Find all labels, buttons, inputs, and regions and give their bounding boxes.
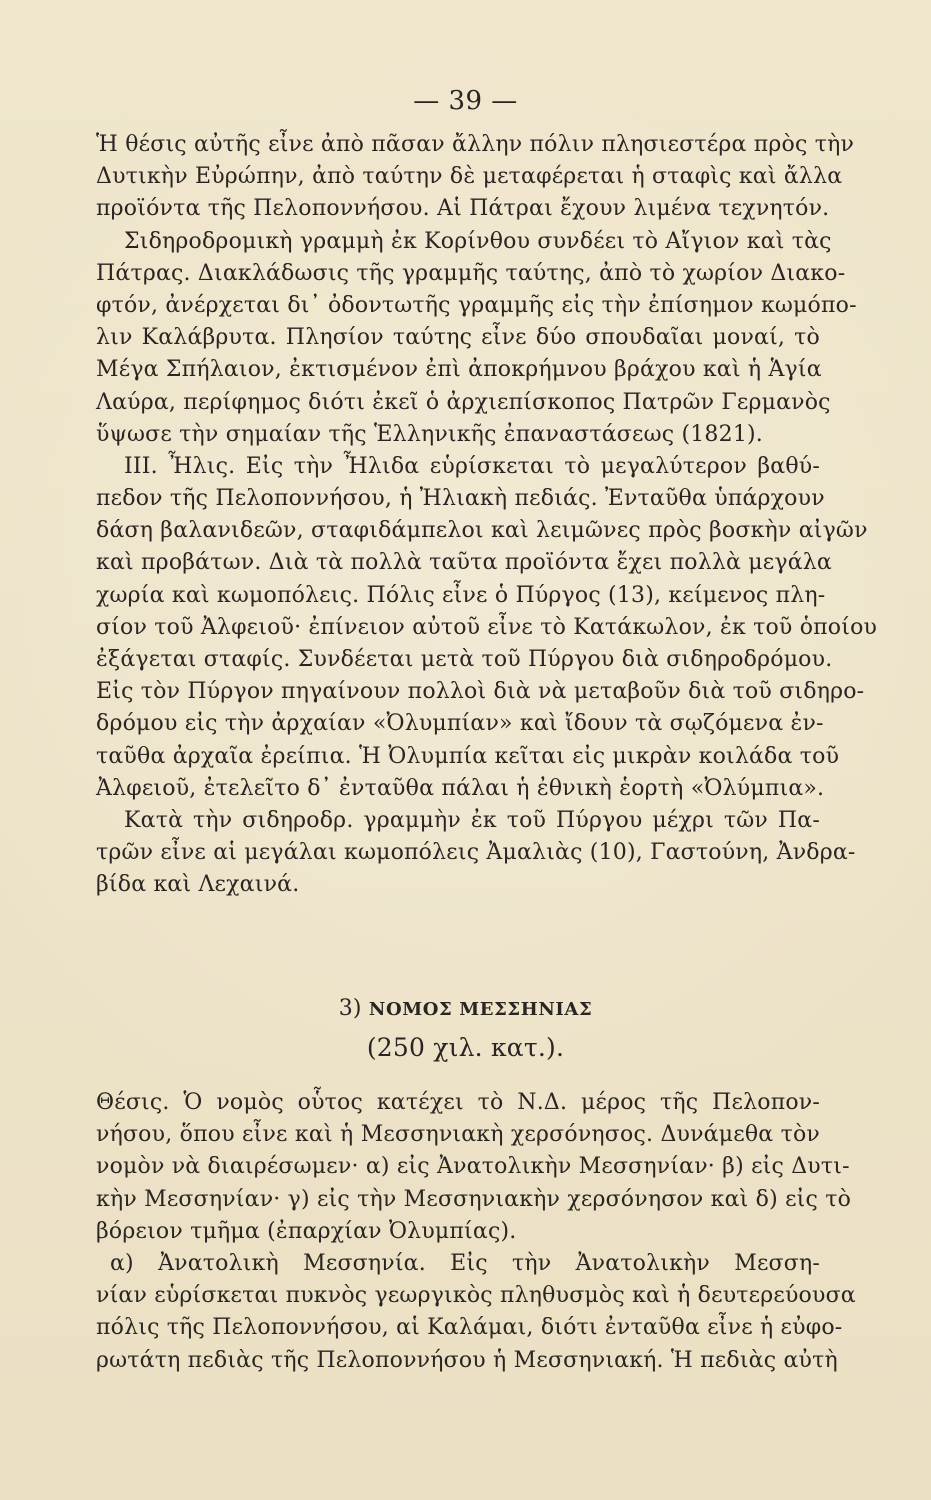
text-line: Δυτικὴν Εὐρώπην, ἀπὸ ταύτην δὲ μεταφέρεται ἡ σταφὶς καὶ ἄλλα bbox=[96, 164, 843, 190]
text-line: Ἀλφειοῦ, ἐτελεῖτο δ᾿ ἐνταῦθα πάλαι ἡ ἐθνικὴ ἑορτὴ «Ὀλύμπια». bbox=[96, 775, 825, 801]
section-title-caps: ΝΟΜΟΣ ΜΕΣΣΗΝΙΑΣ bbox=[368, 999, 593, 1020]
text-line: Εἰς τὸν Πύργον πηγαίνουν πολλοὶ διὰ νὰ μεταβοῦν διὰ τοῦ σιδηρο- bbox=[96, 679, 865, 705]
text-line: III. Ἦλις. Εἰς τὴν Ἦλιδα εὑρίσκεται τὸ μεγαλύτερον βαθύ- bbox=[124, 453, 820, 479]
text-line: χωρία καὶ κωμοπόλεις. Πόλις εἶνε ὁ Πύργος (13), κείμενος πλη- bbox=[96, 582, 826, 608]
text-line: ὕψωσε τὴν σημαίαν τῆς Ἑλληνικῆς ἐπαναστάσεως (1821). bbox=[96, 421, 763, 447]
text-line: πόλις τῆς Πελοποννήσου, αἱ Καλάμαι, διότι ἐνταῦθα εἶνε ἡ εὐφο- bbox=[96, 1315, 843, 1341]
text-line: πεδον τῆς Πελοποννήσου, ἡ Ἠλιακὴ πεδιάς. Ἐνταῦθα ὑπάρχουν bbox=[96, 486, 825, 512]
text-line: Σιδηροδρομικὴ γραμμὴ ἐκ Κορίνθου συνδέει τὸ Αἴγιον καὶ τὰς bbox=[124, 228, 832, 254]
text-line: δρόμου εἰς τὴν ἀρχαίαν «Ὀλυμπίαν» καὶ ἴδουν τὰ σῳζόμενα ἐν- bbox=[96, 711, 824, 737]
bottom-paragraph bbox=[96, 1090, 856, 1382]
page-number: — 39 — bbox=[413, 86, 518, 116]
text-line: βίδα καὶ Λεχαινά. bbox=[96, 872, 300, 898]
text-line: Πάτρας. Διακλάδωσις τῆς γραμμῆς ταύτης, ἀπὸ τὸ χωρίον Διακο- bbox=[96, 260, 846, 286]
text-line: ρωτάτη πεδιὰς τῆς Πελοποννήσου ἡ Μεσσηνιακή. Ἡ πεδιὰς αὐτὴ bbox=[96, 1347, 838, 1373]
top-paragraph bbox=[96, 132, 878, 907]
text-line: ἐξάγεται σταφίς. Συνδέεται μετὰ τοῦ Πύργου διὰ σιδηροδρόμου. bbox=[96, 647, 833, 672]
text-line: προϊόντα τῆς Πελοποννήσου. Αἱ Πάτραι ἔχουν λιμένα τεχνητόν. bbox=[96, 196, 830, 222]
text-line: βόρειον τμῆμα (ἐπαρχίαν Ὀλυμπίας). bbox=[96, 1218, 517, 1244]
text-line: λιν Καλάβρυτα. Πλησίον ταύτης εἶνε δύο σπουδαῖαι μοναί, τὸ bbox=[96, 325, 820, 351]
text-line: δάση βαλανιδεῶν, σταφιδάμπελοι καὶ λειμῶνες πρὸς βοσκὴν αἰγῶν bbox=[96, 518, 868, 544]
section-heading bbox=[0, 998, 931, 1060]
section-title bbox=[0, 998, 931, 1020]
text-line: φτόν, ἀνέρχεται δι᾿ ὀδοντωτῆς γραμμῆς εἰς τὴν ἐπίσημον κωμόπο- bbox=[96, 292, 857, 318]
text-line: Λαύρα, περίφημος διότι ἐκεῖ ὁ ἀρχιεπίσκοπος Πατρῶν Γερμανὸς bbox=[96, 389, 831, 415]
text-line: νομὸν νὰ διαιρέσωμεν· α) εἰς Ἀνατολικὴν Μεσσηνίαν· β) εἰς Δυτι- bbox=[96, 1154, 850, 1180]
text-line: σίον τοῦ Ἀλφειοῦ· ἐπίνειον αὐτοῦ εἶνε τὸ Κατάκωλον, ἐκ τοῦ ὁποίου bbox=[96, 614, 878, 640]
text-line: τρῶν εἶνε αἱ μεγάλαι κωμοπόλεις Ἀμαλιὰς (10), Γαστούνη, Ἀνδρα- bbox=[96, 840, 856, 866]
text-line: νήσου, ὅπου εἶνε καὶ ἡ Μεσσηνιακὴ χερσόνησος. Δυνάμεθα τὸν bbox=[96, 1122, 820, 1148]
section-number: 3) bbox=[338, 996, 362, 1021]
text-line: Κατὰ τὴν σιδηροδρ. γραμμὴν ἐκ τοῦ Πύργου μέχρι τῶν Πα- bbox=[124, 807, 820, 833]
text-line: Θέσις. Ὁ νομὸς οὗτος κατέχει τὸ Ν.Δ. μέρος τῆς Πελοπον- bbox=[96, 1090, 820, 1115]
text-line: καὶ προβάτων. Διὰ τὰ πολλὰ ταῦτα προϊόντα ἔχει πολλὰ μεγάλα bbox=[96, 550, 832, 576]
section-subtitle: (250 χιλ. κατ.). bbox=[366, 1033, 565, 1062]
text-line: ταῦθα ἀρχαῖα ἐρείπια. Ἡ Ὀλυμπία κεῖται εἰς μικρὰν κοιλάδα τοῦ bbox=[96, 743, 840, 769]
text-line: α) Ἀνατολικὴ Μεσσηνία. Εἰς τὴν Ἀνατολικὴν Μεσση- bbox=[110, 1250, 820, 1276]
text-line: νίαν εὑρίσκεται πυκνὸς γεωργικὸς πληθυσμὸς καὶ ἡ δευτερεύουσα bbox=[96, 1283, 856, 1309]
text-line: Μέγα Σπήλαιον, ἐκτισμένον ἐπὶ ἀποκρήμνου βράχου καὶ ἡ Ἁγία bbox=[96, 357, 822, 383]
text-line: Ἡ θέσις αὐτῆς εἶνε ἀπὸ πᾶσαν ἄλλην πόλιν πλησιεστέρα πρὸς τὴν bbox=[96, 132, 855, 157]
text-line: κὴν Μεσσηνίαν· γ) εἰς τὴν Μεσσηνιακὴν χερσόνησον καὶ δ) εἰς τὸ bbox=[96, 1186, 852, 1212]
